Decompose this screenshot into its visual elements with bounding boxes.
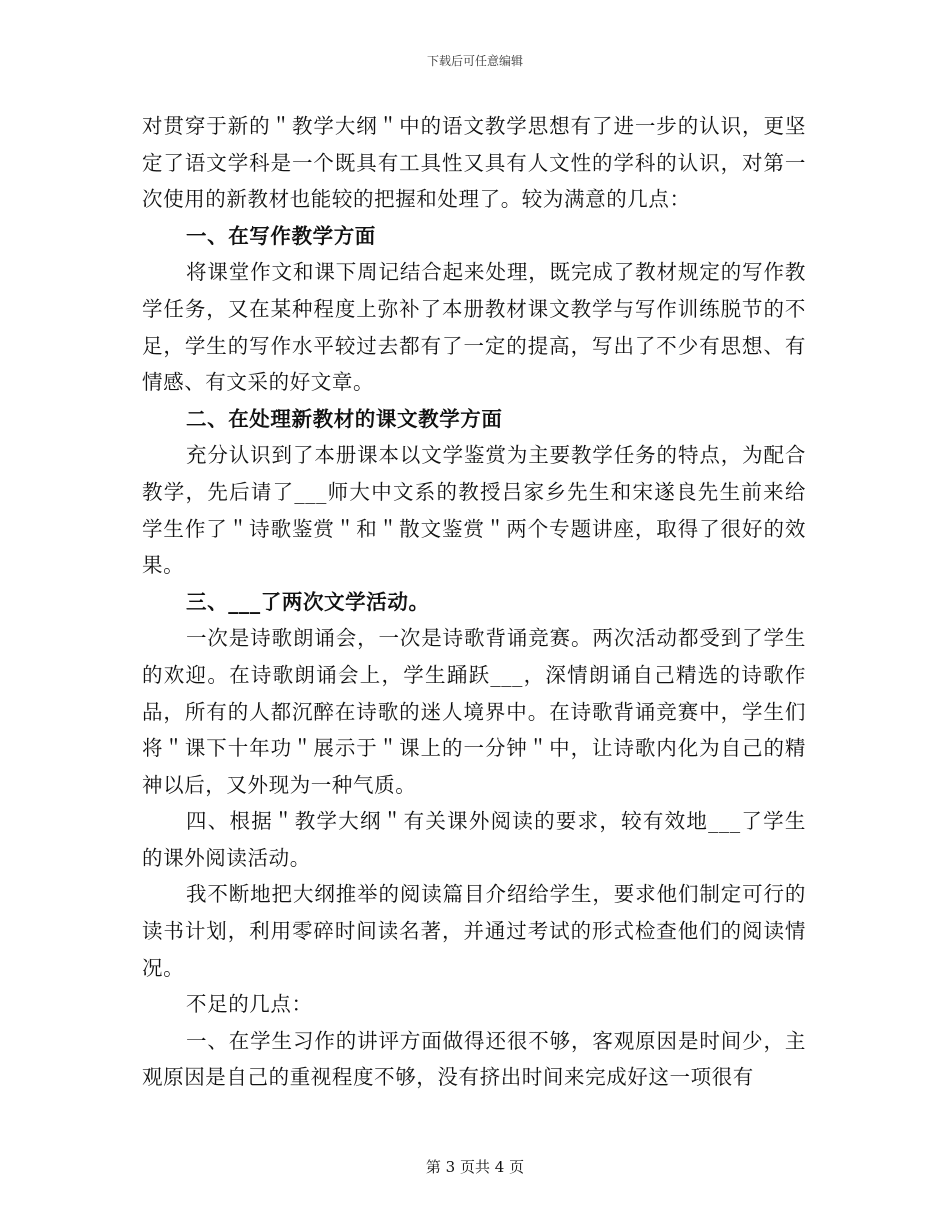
page-header: 下载后可任意编辑: [426, 54, 523, 68]
paragraph-activities: 一次是诗歌朗诵会，一次是诗歌背诵竞赛。两次活动都受到了学生的欢迎。在诗歌朗诵会上，学生踊跃___，深情朗诵自己精选的诗歌作品，所有的人都沉醉在诗歌的迷人境界中。在诗歌背诵竞赛中，学生们将＂课下十年功＂展示于＂课上的一分钟＂中，让诗歌内化为自己的精神以后，又外现为一种气质。: [142, 626, 806, 797]
paragraph-intro: 对贯穿于新的＂教学大纲＂中的语文教学思想有了进一步的认识，更坚定了语文学科是一个既具有工具性又具有人文性的学科的认识，对第一次使用的新教材也能较的把握和处理了。较为满意的几点：: [142, 114, 806, 212]
paragraph-shortcomings-title: 不足的几点：: [186, 992, 313, 1017]
page-footer: 第 3 页共 4 页: [425, 1158, 525, 1176]
paragraph-textbook: 充分认识到了本册课本以文学鉴赏为主要教学任务的特点，为配合教学，先后请了___师大中文系的教授吕家乡先生和宋遂良先生前来给学生作了＂诗歌鉴赏＂和＂散文鉴赏＂两个专题讲座，取得了很好的效果。: [142, 443, 806, 578]
section-heading-textbook: 二、在处理新教材的课文教学方面: [186, 406, 503, 431]
section-heading-activities: 三、___了两次文学活动。: [186, 589, 430, 614]
document-body: [142, 108, 806, 1096]
paragraph-writing: 将课堂作文和课下周记结合起来处理，既完成了教材规定的写作教学任务，又在某种程度上弥补了本册教材课文教学与写作训练脱节的不足，学生的写作水平较过去都有了一定的提高，写出了不少有思想、有情感、有文采的好文章。: [142, 260, 806, 395]
paragraph-shortcoming-1: 一、在学生习作的讲评方面做得还很不够，客观原因是时间少，主观原因是自己的重视程度不够，没有挤出时间来完成好这一项很有: [142, 1028, 806, 1090]
paragraph-reading-requirement: 四、根据＂教学大纲＂有关课外阅读的要求，较有效地___了学生的课外阅读活动。: [142, 809, 806, 870]
section-heading-writing: 一、在写作教学方面: [186, 223, 376, 248]
paragraph-reading-plan: 我不断地把大纲推举的阅读篇目介绍给学生，要求他们制定可行的读书计划，利用零碎时间读名著，并通过考试的形式检查他们的阅读情况。: [142, 882, 806, 980]
